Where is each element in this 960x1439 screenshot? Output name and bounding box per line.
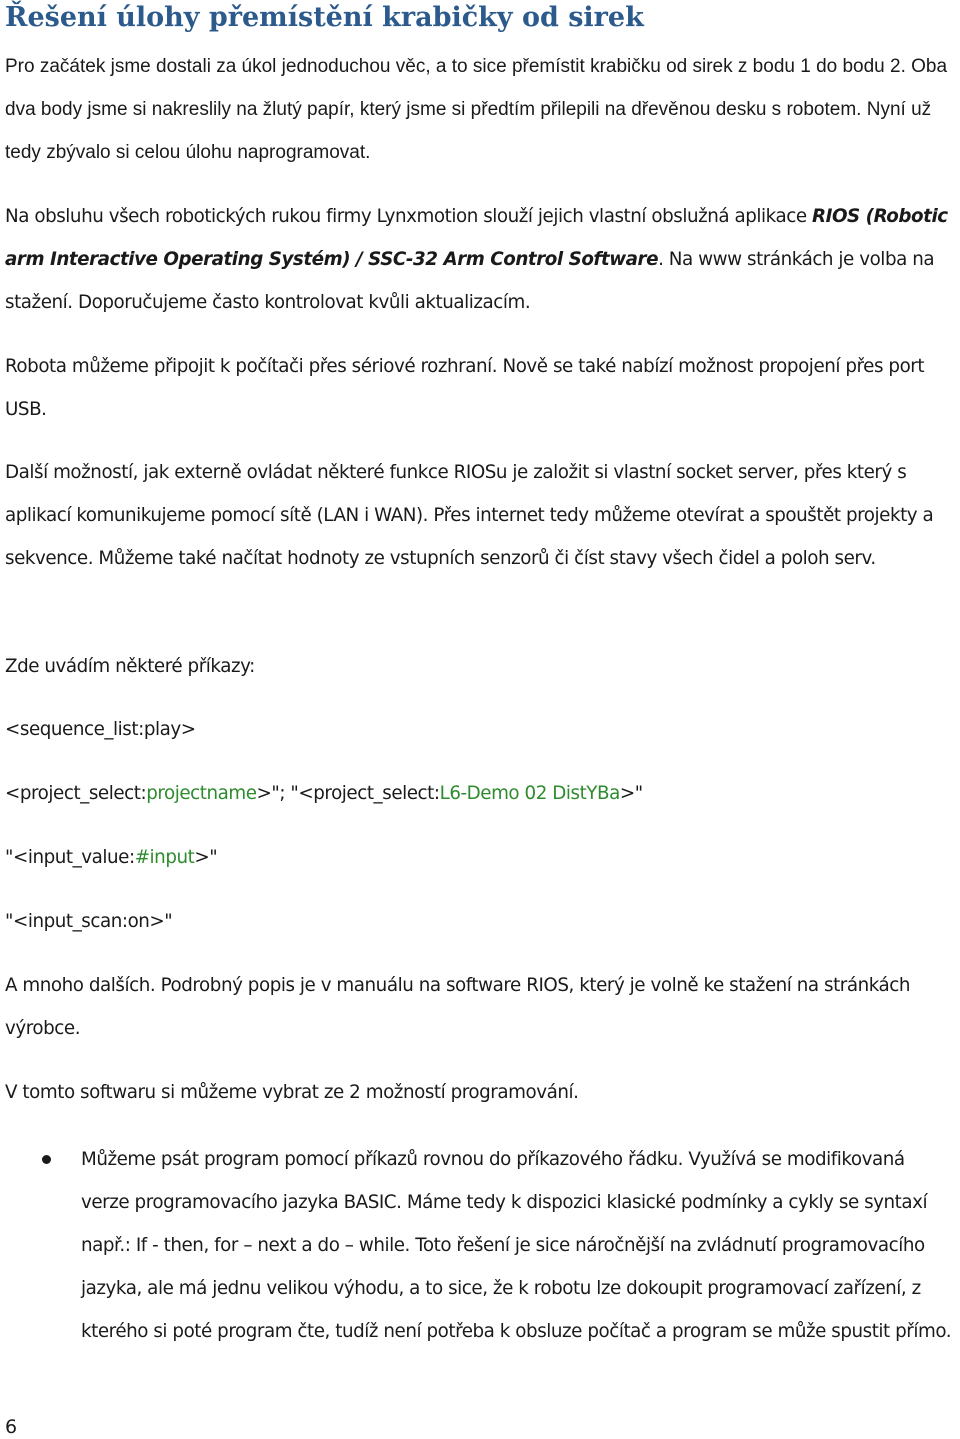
socket-paragraph: Další možností, jak externě ovládat některé funkce RIOSu je založit si vlastní socket server, přes který s aplikací komunikujeme pomocí sítě (LAN i WAN). Přes internet tedy můžeme otevírat a spouštět projekty a sekvence. Můžeme také načítat hodnoty ze vstupních senzorů či číst stavy všech čidel a poloh serv.	[5, 462, 934, 569]
connect-paragraph: Robota můžeme připojit k počítači přes sériové rozhraní. Nově se také nabízí možnost propojení přes port USB.	[5, 356, 925, 420]
cmd2-part-e: >"	[619, 783, 643, 804]
cmd2-demo-name: L6-Demo 02 DistYBa	[439, 783, 620, 804]
cmd3-input: #input	[134, 847, 195, 868]
cmd3-part-c: >"	[194, 847, 218, 868]
command-project-select	[5, 772, 960, 815]
cmd3-part-a: "<input_value:	[5, 847, 135, 868]
bullet-text: Můžeme psát program pomocí příkazů rovnou do příkazového řádku. Využívá se modifikovaná verze programovacího jazyka BASIC. Máme tedy k dispozici klasické podmínky a cykly se syntaxí např.: If - then, for – next a do – while. Toto řešení je sice náročnější na zvládnutí programovacího jazyka, ale má jednu velikou výhodu, a to sice, že k robotu lze dokoupit programovací zařízení, z kterého si poté program čte, tudíž není potřeba k obsluze počítač a program se může spustit přímo.	[81, 1149, 952, 1342]
document-title: Řešení úlohy přemístění krabičky od sirek	[5, 2, 644, 33]
rios-emphasis: RIOS (Robotic arm Interactive Operating Systém) / SSC-32 Arm Control Software	[5, 206, 948, 270]
commands-intro: Zde uvádím některé příkazy:	[5, 656, 255, 677]
command-sequence-play: <sequence_list:play>	[5, 719, 196, 740]
rios-text-after: . Na www stránkách je volba na stažení. Doporučujeme často kontrolovat kvůli aktualizacím.	[5, 249, 935, 313]
rios-paragraph	[5, 195, 960, 324]
intro-paragraph: Pro začátek jsme dostali za úkol jednoduchou věc, a to sice přemístit krabičku od sirek z bodu 1 do bodu 2. Oba dva body jsme si nakreslily na žlutý papír, který jsme si předtím přilepili na dřevěnou desku s robotem. Nyní už tedy zbývalo si celou úlohu naprogramovat.	[5, 56, 948, 163]
bullet-icon	[42, 1155, 51, 1164]
cmd2-part-a: <project_select:	[5, 783, 147, 804]
cmd2-part-c: >"; "<project_select:	[256, 783, 440, 804]
command-input-value	[5, 836, 960, 879]
command-input-scan: "<input_scan:on>"	[5, 911, 173, 932]
more-paragraph: A mnoho dalších. Podrobný popis je v manuálu na software RIOS, který je volně ke stažení na stránkách výrobce.	[5, 975, 911, 1039]
page-number: 6	[5, 1416, 18, 1438]
cmd2-projectname: projectname	[146, 783, 257, 804]
rios-text-before: Na obsluhu všech robotických rukou firmy Lynxmotion slouží jejich vlastní obslužná aplikace	[5, 206, 812, 227]
options-paragraph: V tomto softwaru si můžeme vybrat ze 2 možností programování.	[5, 1082, 579, 1103]
